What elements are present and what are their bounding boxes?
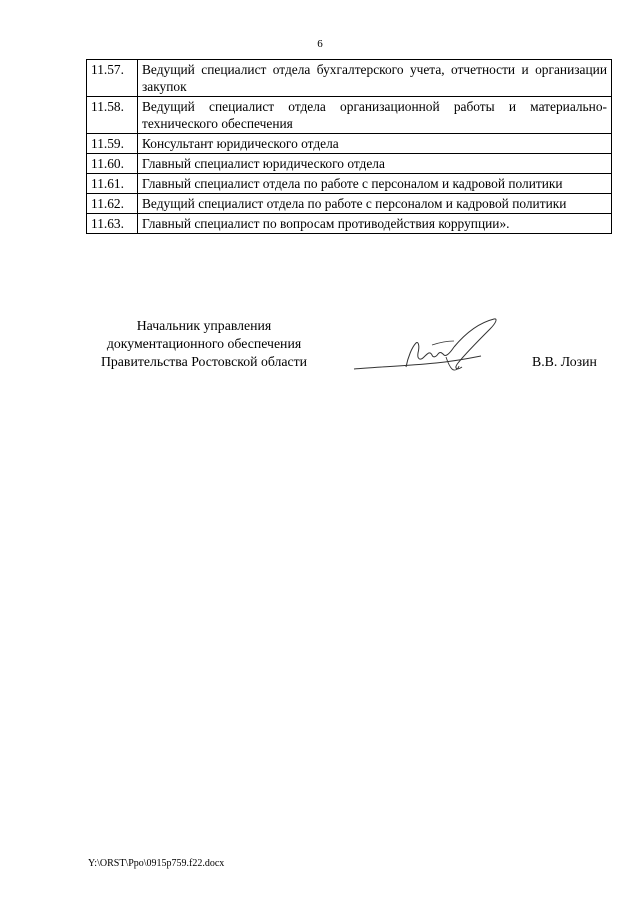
table-row bbox=[87, 97, 612, 134]
table-row bbox=[87, 194, 612, 214]
page-number: 6 bbox=[317, 38, 323, 50]
table-row bbox=[87, 154, 612, 174]
table-row bbox=[87, 134, 612, 154]
row-number: 11.59. bbox=[87, 134, 138, 154]
row-number: 11.60. bbox=[87, 154, 138, 174]
signatory-title-line-3: Правительства Ростовской области bbox=[100, 354, 308, 369]
position-title: Консультант юридического отдела bbox=[138, 134, 612, 154]
position-title: Ведущий специалист отдела бухгалтерского учета, отчетности и организации закупок bbox=[138, 60, 612, 97]
row-number: 11.58. bbox=[87, 97, 138, 134]
handwritten-signature bbox=[346, 317, 506, 379]
row-number: 11.57. bbox=[87, 60, 138, 97]
position-title: Ведущий специалист отдела организационной работы и материально-технического обеспечения bbox=[138, 97, 612, 134]
signature-block bbox=[0, 317, 640, 387]
row-number: 11.63. bbox=[87, 214, 138, 234]
signatory-name: В.В. Лозин bbox=[532, 354, 597, 369]
row-number: 11.61. bbox=[87, 174, 138, 194]
positions-table bbox=[86, 59, 612, 234]
position-title: Главный специалист юридического отдела bbox=[138, 154, 612, 174]
signatory-title-line-2: документационного обеспечения bbox=[106, 336, 302, 351]
table-row bbox=[87, 214, 612, 234]
table-row bbox=[87, 60, 612, 97]
signatory-title-line-1: Начальник управления bbox=[136, 318, 272, 333]
position-title: Ведущий специалист отдела по работе с персоналом и кадровой политики bbox=[138, 194, 612, 214]
row-number: 11.62. bbox=[87, 194, 138, 214]
table-row bbox=[87, 174, 612, 194]
position-title: Главный специалист отдела по работе с персоналом и кадровой политики bbox=[138, 174, 612, 194]
positions-table-body bbox=[87, 60, 612, 234]
footer-file-path: Y:\ORST\Ppo\0915p759.f22.docx bbox=[88, 858, 225, 869]
position-title: Главный специалист по вопросам противодействия коррупции». bbox=[138, 214, 612, 234]
